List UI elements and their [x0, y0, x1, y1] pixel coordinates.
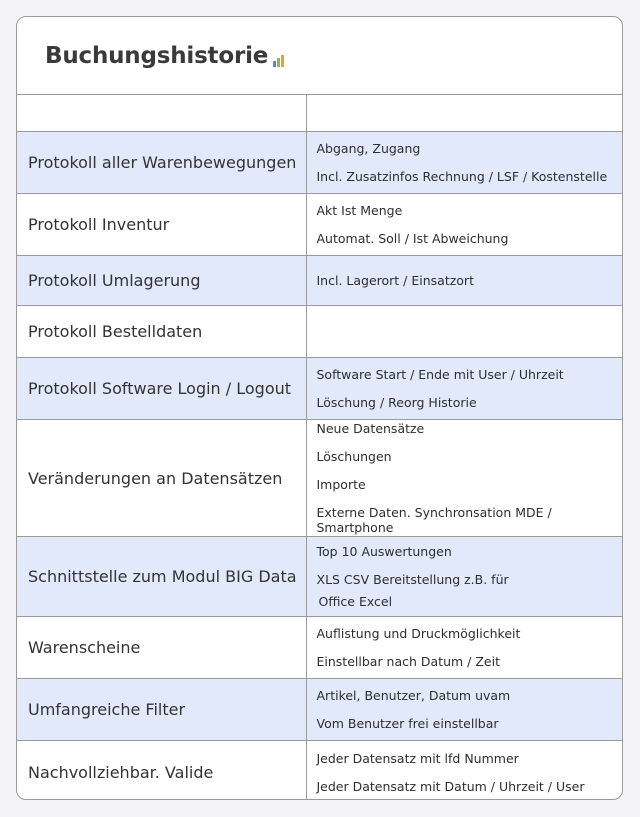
table-row — [17, 679, 622, 741]
table-row — [17, 358, 622, 420]
table-row — [17, 617, 622, 679]
note-text: Automat. Soll / Ist Abweichung — [316, 231, 509, 246]
feature-cell — [17, 95, 306, 132]
page-title: Buchungshistorie — [45, 42, 269, 69]
feature-cell — [17, 537, 306, 617]
notes-cell — [306, 741, 622, 801]
note-text: Auflistung und Druckmöglichkeit — [316, 626, 521, 641]
note-text: Externe Daten. Synchronsation MDE / Smartphone — [316, 505, 552, 535]
table-row — [17, 741, 622, 801]
note-text: Incl. Zusatzinfos Rechnung / LSF / Kostenstelle — [316, 169, 608, 184]
note-text: Löschung / Reorg Historie — [316, 395, 477, 410]
feature-label: Protokoll Software Login / Logout — [28, 379, 292, 398]
notes-cell — [306, 679, 622, 741]
note-text: Akt Ist Menge — [316, 203, 403, 218]
feature-cell — [17, 741, 306, 801]
notes-cell — [306, 95, 622, 132]
feature-label: Warenscheine — [28, 638, 141, 657]
notes-cell — [306, 617, 622, 679]
table-row — [17, 194, 622, 256]
bar-chart-icon — [273, 53, 285, 67]
table-row — [17, 256, 622, 306]
note-text: Incl. Lagerort / Einsatzort — [316, 273, 474, 288]
notes-cell — [306, 194, 622, 256]
note-text: Top 10 Auswertungen — [316, 544, 452, 559]
feature-label: Nachvollziehbar. Valide — [28, 762, 214, 782]
note-text: Einstellbar nach Datum / Zeit — [316, 654, 500, 669]
feature-cell — [17, 617, 306, 679]
history-card — [16, 16, 623, 800]
notes-cell — [306, 537, 622, 617]
table-row — [17, 95, 622, 132]
note-text: Vom Benutzer frei einstellbar — [316, 716, 499, 731]
notes-cell — [306, 420, 622, 537]
note-text: Jeder Datensatz mit Datum / Uhrzeit / User — [316, 778, 585, 794]
note-text: Löschungen — [316, 449, 392, 464]
note-text: Office Excel — [318, 594, 393, 609]
note-text: Importe — [316, 477, 366, 492]
table-row — [17, 306, 622, 358]
feature-label: Umfangreiche Filter — [28, 700, 186, 719]
note-text: Artikel, Benutzer, Datum uvam — [316, 688, 511, 703]
notes-cell — [306, 358, 622, 420]
feature-table — [17, 94, 622, 800]
feature-cell — [17, 256, 306, 306]
notes-cell — [306, 256, 622, 306]
note-text: Software Start / Ende mit User / Uhrzeit — [316, 367, 564, 382]
notes-cell — [306, 306, 622, 358]
feature-label: Protokoll Inventur — [28, 215, 170, 234]
feature-cell — [17, 679, 306, 741]
feature-label: Protokoll aller Warenbewegungen — [28, 153, 297, 172]
feature-cell — [17, 194, 306, 256]
feature-label: Schnittstelle zum Modul BIG Data — [28, 567, 297, 586]
feature-cell — [17, 132, 306, 194]
feature-cell — [17, 420, 306, 537]
feature-label: Protokoll Umlagerung — [28, 271, 201, 290]
note-text: XLS CSV Bereitstellung z.B. für — [316, 572, 509, 587]
title-bar — [17, 17, 622, 94]
table-row — [17, 537, 622, 617]
note-text: Abgang, Zugang — [316, 141, 421, 156]
feature-label: Veränderungen an Datensätzen — [28, 468, 283, 488]
feature-label: Protokoll Bestelldaten — [28, 322, 203, 341]
table-row — [17, 132, 622, 194]
feature-cell — [17, 306, 306, 358]
table-row — [17, 420, 622, 537]
notes-cell — [306, 132, 622, 194]
note-text: Jeder Datensatz mit lfd Nummer — [316, 750, 519, 766]
feature-cell — [17, 358, 306, 420]
note-text: Neue Datensätze — [316, 421, 425, 436]
